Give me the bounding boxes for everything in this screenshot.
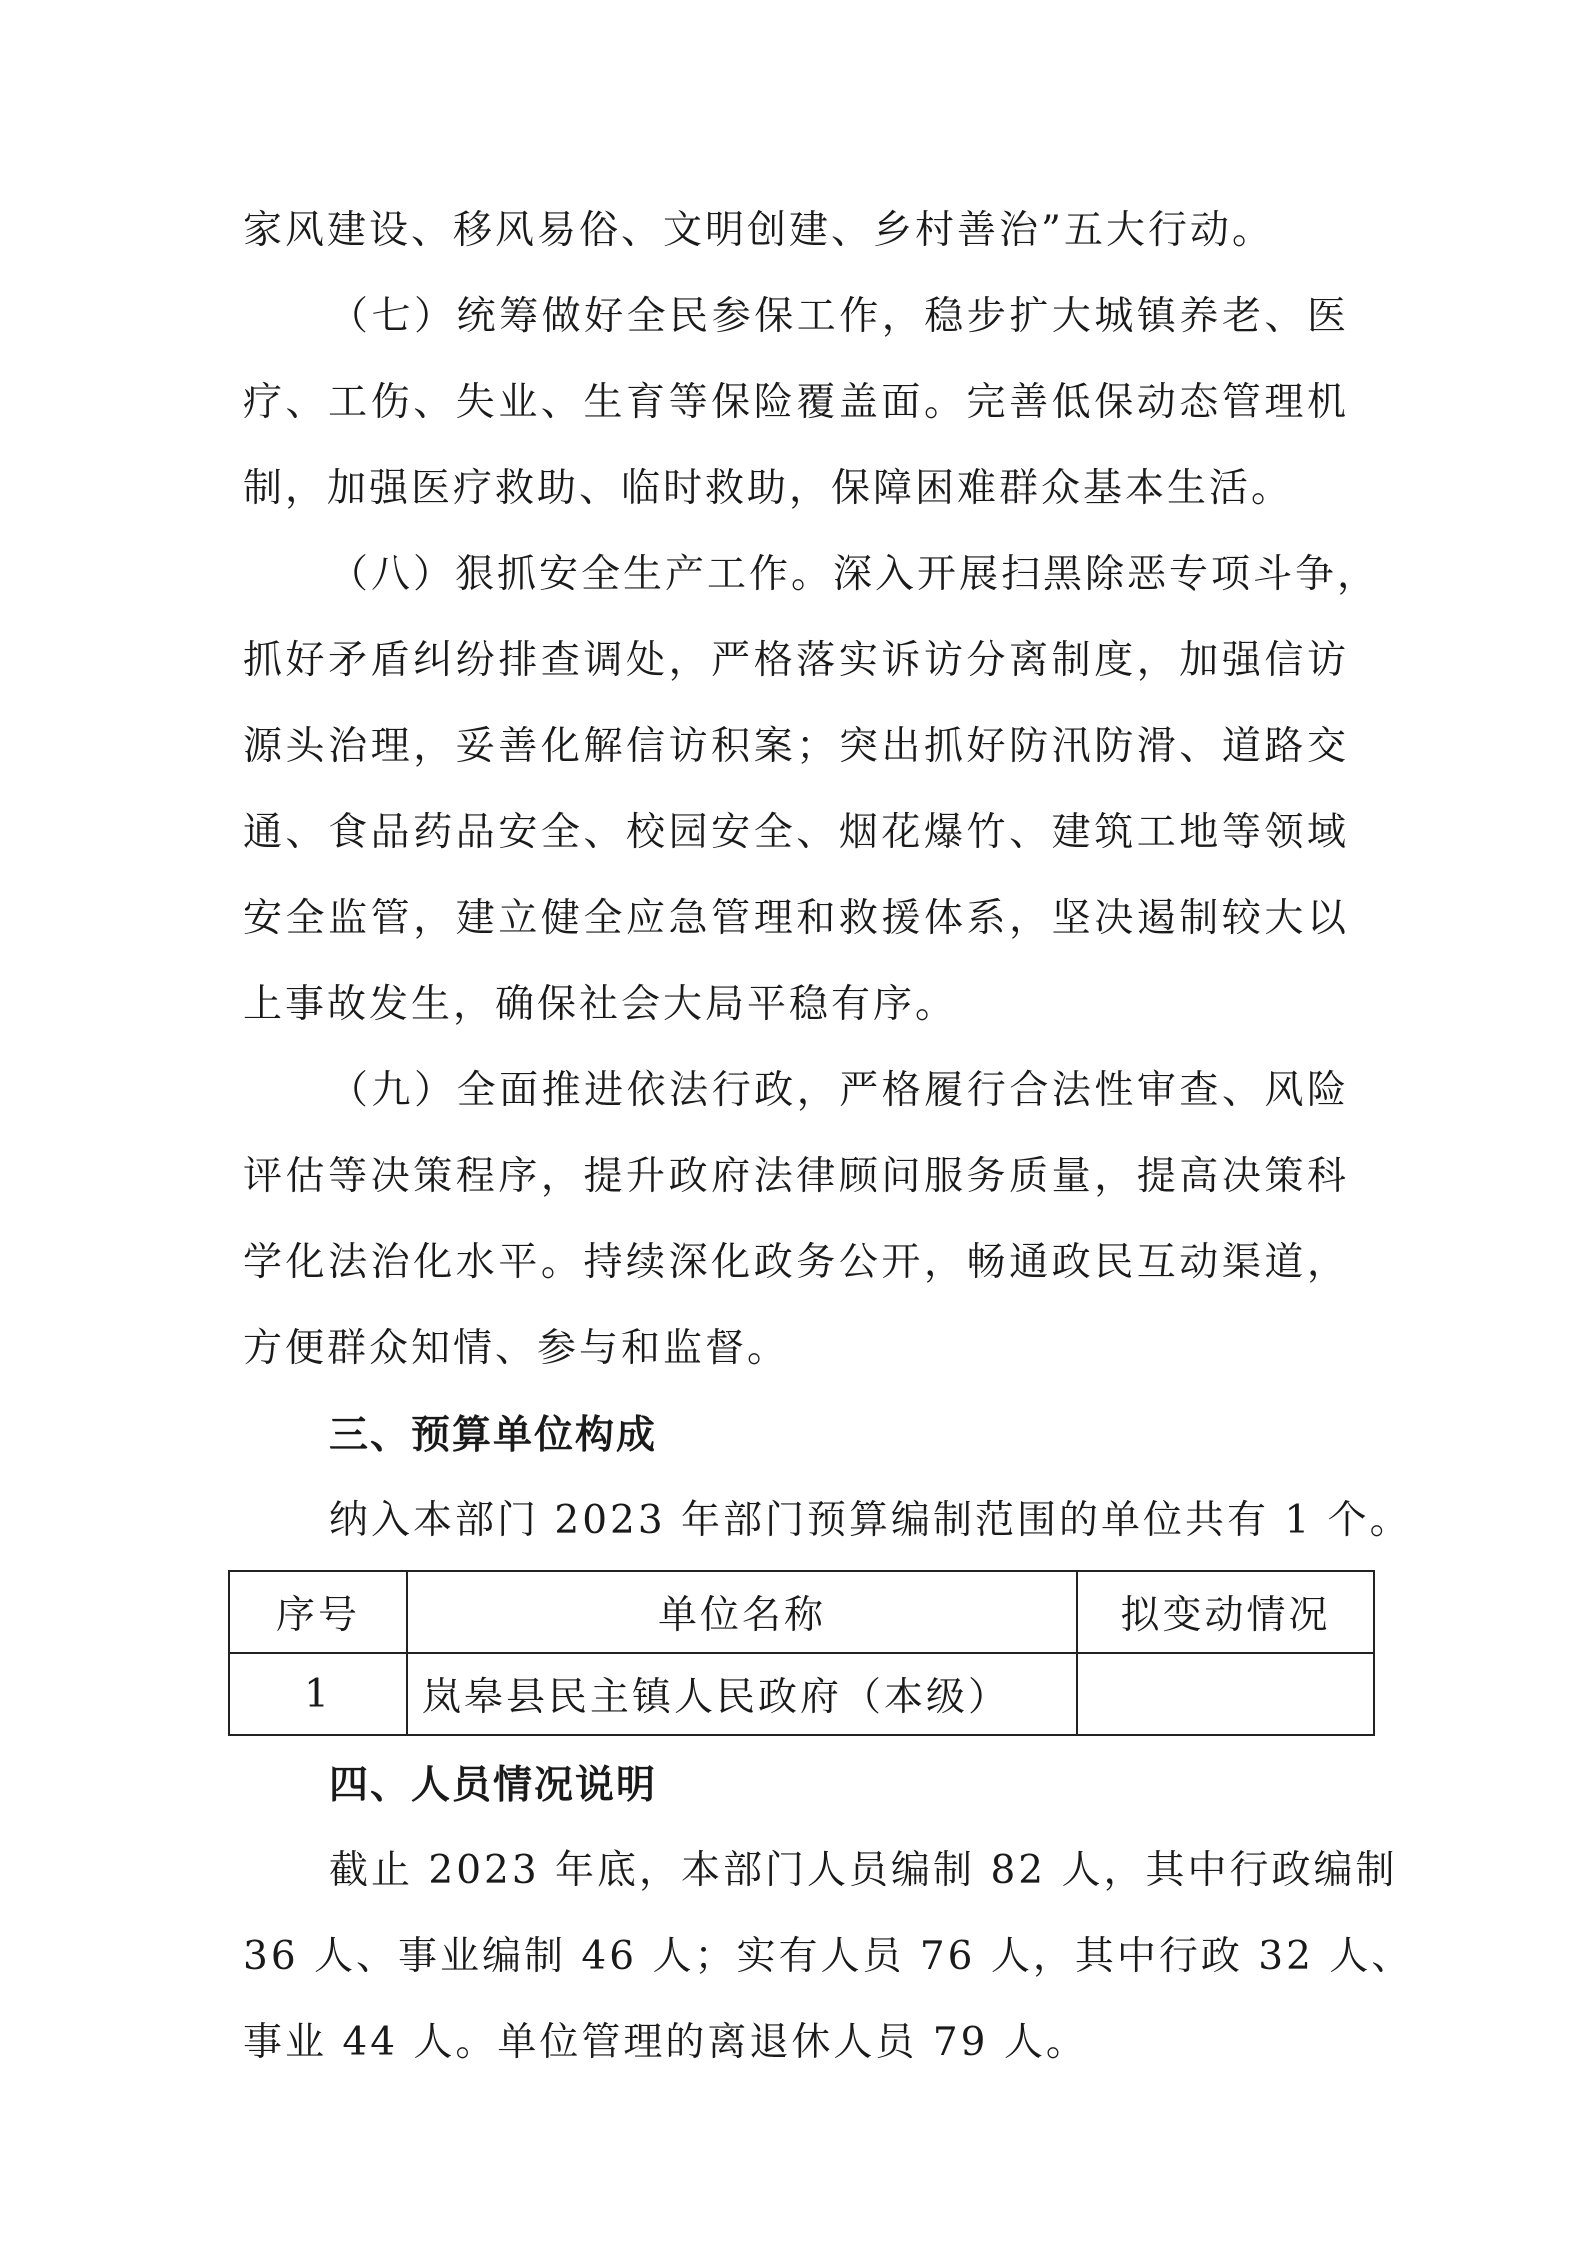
budget-units-table-wrapper [228, 1570, 1349, 1736]
paragraph-line: 安全监管，建立健全应急管理和救援体系，坚决遏制较大以 [243, 896, 1349, 941]
paragraph-line: 疗、工伤、失业、生育等保险覆盖面。完善低保动态管理机 [243, 380, 1349, 425]
document-body [243, 188, 1414, 2086]
paragraph-line: 制，加强医疗救助、临时救助，保障困难群众基本生活。 [243, 466, 1294, 511]
paragraph-line: 源头治理，妥善化解信访积案；突出抓好防汛防滑、道路交 [243, 724, 1349, 769]
paragraph-line: 评估等决策程序，提升政府法律顾问服务质量，提高决策科 [243, 1154, 1349, 1199]
paragraph-line: 事业 44 人。单位管理的离退休人员 79 人。 [243, 2020, 1088, 2065]
paragraph-line: （八）狠抓安全生产工作。深入开展扫黑除恶专项斗争， [329, 552, 1380, 597]
paragraph-line: 抓好矛盾纠纷排查调处，严格落实诉访分离制度，加强信访 [243, 638, 1349, 683]
cell-index: 1 [229, 1653, 407, 1735]
section-heading-budget-units: 三、预算单位构成 [329, 1412, 658, 1458]
cell-change-status [1077, 1653, 1374, 1735]
column-header-index: 序号 [229, 1571, 407, 1653]
column-header-change-status: 拟变动情况 [1077, 1571, 1374, 1653]
paragraph-line: 上事故发生，确保社会大局平稳有序。 [243, 982, 958, 1027]
column-header-unit-name: 单位名称 [407, 1571, 1077, 1653]
budget-units-intro: 纳入本部门 2023 年部门预算编制范围的单位共有 1 个。 [329, 1498, 1412, 1543]
personnel-paragraphs [243, 1828, 1414, 2086]
body-paragraphs [243, 188, 1380, 1392]
section-heading-personnel: 四、人员情况说明 [329, 1762, 658, 1808]
table-header-row [229, 1571, 1374, 1653]
paragraph-line: 通、食品药品安全、校园安全、烟花爆竹、建筑工地等领域 [243, 810, 1349, 855]
paragraph-line: 截止 2023 年底，本部门人员编制 82 人，其中行政编制 [329, 1848, 1398, 1893]
paragraph-line: 36 人、事业编制 46 人；实有人员 76 人，其中行政 32 人、 [243, 1934, 1414, 1979]
paragraph-line: 学化法治化水平。持续深化政务公开，畅通政民互动渠道， [243, 1240, 1349, 1285]
budget-units-table [228, 1570, 1375, 1736]
paragraph-line: （九）全面推进依法行政，严格履行合法性审查、风险 [329, 1068, 1349, 1113]
table-row [229, 1653, 1374, 1735]
paragraph-line: 家风建设、移风易俗、文明创建、乡村善治”五大行动。 [243, 208, 1274, 253]
paragraph-line: 方便群众知情、参与和监督。 [243, 1326, 790, 1371]
paragraph-line: （七）统筹做好全民参保工作，稳步扩大城镇养老、医 [329, 294, 1349, 339]
cell-unit-name: 岚皋县民主镇人民政府（本级） [407, 1653, 1077, 1735]
